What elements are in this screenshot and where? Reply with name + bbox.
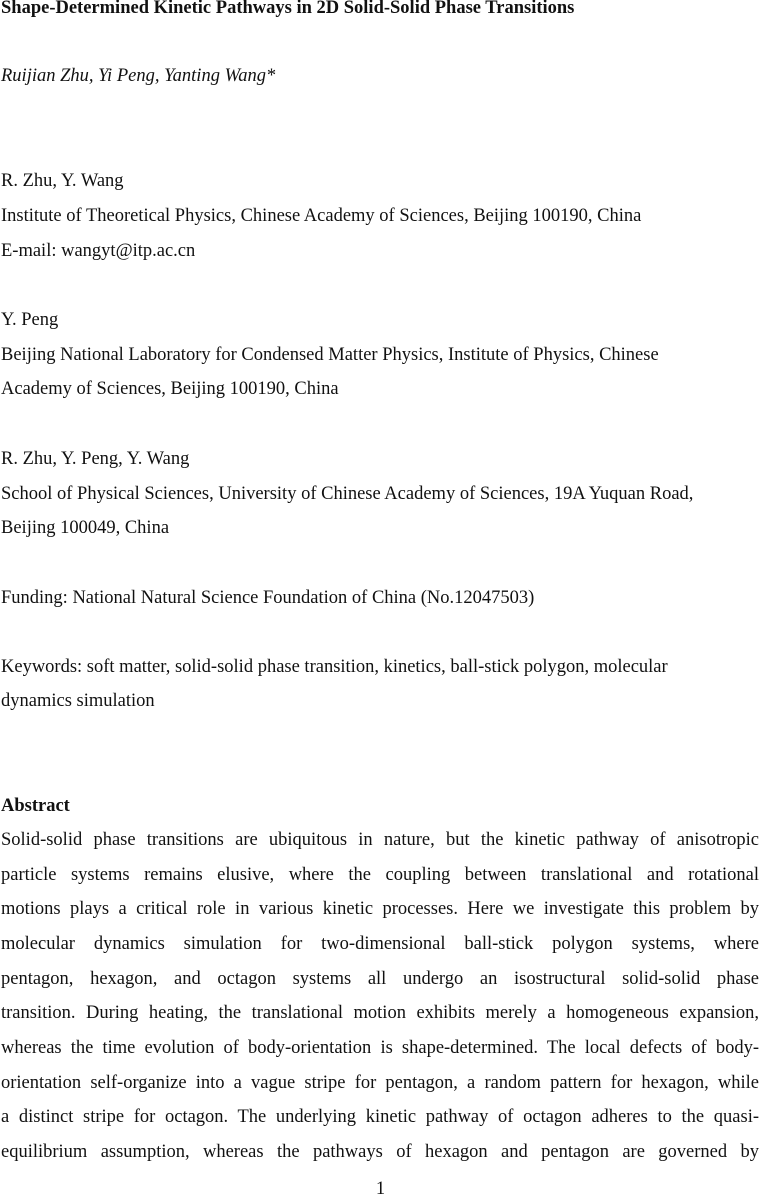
funding-statement: Funding: National Natural Science Foundation of China (No.12047503) xyxy=(1,588,535,608)
affiliation-2-line-1: Beijing National Laboratory for Condensed Matter Physics, Institute of Physics, Chinese xyxy=(1,345,659,365)
affiliation-1-names: R. Zhu, Y. Wang xyxy=(1,171,124,191)
affiliation-1-email: E-mail: wangyt@itp.ac.cn xyxy=(1,241,196,261)
abstract-line: molecular dynamics simulation for two-dimensional ball-stick polygon systems, where xyxy=(1,934,759,954)
author-list: Ruijian Zhu, Yi Peng, Yanting Wang* xyxy=(1,66,276,86)
abstract-line: motions plays a critical role in various kinetic processes. Here we investigate this problem by xyxy=(1,899,759,919)
abstract-line: pentagon, hexagon, and octagon systems all undergo an isostructural solid-solid phase xyxy=(1,969,759,989)
affiliation-3-line-1: School of Physical Sciences, University of Chinese Academy of Sciences, 19A Yuquan Road, xyxy=(1,484,694,504)
abstract-line: transition. During heating, the translational motion exhibits merely a homogeneous expansion, xyxy=(1,1003,759,1023)
keywords-line-1: Keywords: soft matter, solid-solid phase transition, kinetics, ball-stick polygon, molecular xyxy=(1,657,668,677)
abstract-heading: Abstract xyxy=(1,796,70,816)
paper-title: Shape-Determined Kinetic Pathways in 2D Solid-Solid Phase Transitions xyxy=(1,0,575,18)
affiliation-3-names: R. Zhu, Y. Peng, Y. Wang xyxy=(1,449,190,469)
affiliation-2-names: Y. Peng xyxy=(1,310,59,330)
abstract-line: particle systems remains elusive, where the coupling between translational and rotational xyxy=(1,865,759,885)
abstract-line: equilibrium assumption, whereas the pathways of hexagon and pentagon are governed by xyxy=(1,1142,759,1162)
keywords-line-2: dynamics simulation xyxy=(1,691,155,711)
abstract-line: whereas the time evolution of body-orientation is shape-determined. The local defects of body- xyxy=(1,1038,759,1058)
abstract-line: a distinct stripe for octagon. The underlying kinetic pathway of octagon adheres to the quasi- xyxy=(1,1107,759,1127)
affiliation-3-line-2: Beijing 100049, China xyxy=(1,518,170,538)
abstract-line: Solid-solid phase transitions are ubiquitous in nature, but the kinetic pathway of anisotropic xyxy=(1,830,759,850)
page-number: 1 xyxy=(375,1179,386,1199)
affiliation-2-line-2: Academy of Sciences, Beijing 100190, China xyxy=(1,379,339,399)
affiliation-1-line-1: Institute of Theoretical Physics, Chinese Academy of Sciences, Beijing 100190, China xyxy=(1,206,642,226)
abstract-line: orientation self-organize into a vague stripe for pentagon, a random pattern for hexagon, while xyxy=(1,1073,759,1093)
